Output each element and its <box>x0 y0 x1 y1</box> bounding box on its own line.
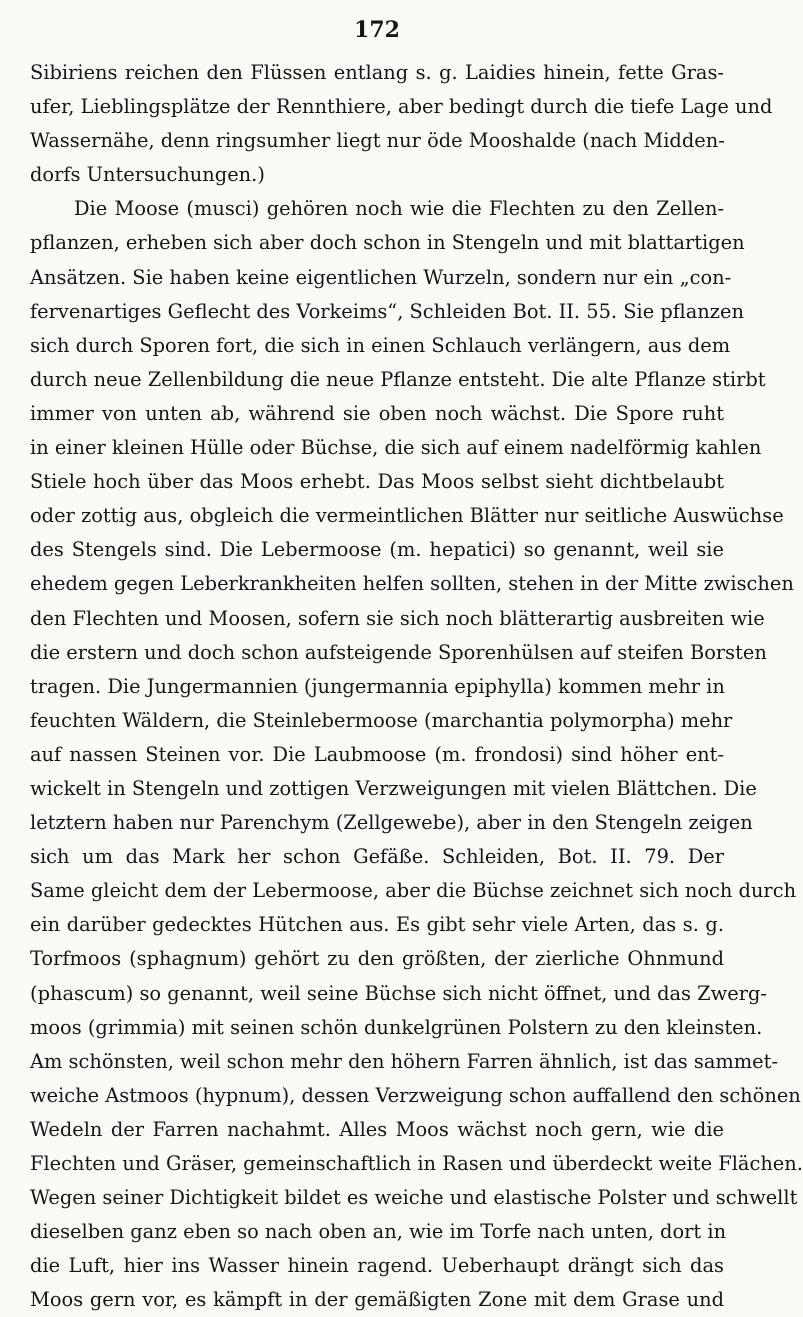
text-line: Moos gern vor, es kämpft in der gemäßigten Zone mit dem Grase und <box>30 1288 724 1312</box>
text-line: des Stengels sind. Die Lebermoose (m. hepatici) so genannt, weil sie <box>30 538 724 562</box>
text-line: oder zottig aus, obgleich die vermeintlichen Blätter nur seitliche Auswüchse <box>30 504 784 528</box>
text-line: ufer, Lieblingsplätze der Rennthiere, aber bedingt durch die tiefe Lage und <box>30 95 773 119</box>
text-line: ehedem gegen Leberkrankheiten helfen sollten, stehen in der Mitte zwischen <box>30 572 794 596</box>
text-line: auf nassen Steinen vor. Die Laubmoose (m. frondosi) sind höher ent- <box>30 742 724 766</box>
text-line: letztern haben nur Parenchym (Zellgewebe), aber in den Stengeln zeigen <box>30 811 753 835</box>
text-line: die erstern und doch schon aufsteigende Sporenhülsen auf steifen Borsten <box>30 640 767 664</box>
text-line: pflanzen, erheben sich aber doch schon in Stengeln und mit blattartigen <box>30 231 745 255</box>
text-line: dorfs Untersuchungen.) <box>30 163 265 187</box>
text-line: in einer kleinen Hülle oder Büchse, die sich auf einem nadelförmig kahlen <box>30 436 762 460</box>
text-line: Ansätzen. Sie haben keine eigentlichen Wurzeln, sondern nur ein „con- <box>30 265 732 289</box>
text-line: Wegen seiner Dichtigkeit bildet es weiche und elastische Polster und schwellt <box>30 1186 798 1210</box>
text-line: weiche Astmoos (hypnum), dessen Verzweigung schon auffallend den schönen <box>30 1083 801 1107</box>
text-line: sich durch Sporen fort, die sich in einen Schlauch verlängern, aus dem <box>30 333 731 357</box>
text-line: Flechten und Gräser, gemeinschaftlich in Rasen und überdeckt weite Flächen. <box>30 1152 803 1175</box>
text-line: ein darüber gedecktes Hütchen aus. Es gibt sehr viele Arten, das s. g. <box>30 913 724 937</box>
text-line: feuchten Wäldern, die Steinlebermoose (marchantia polymorpha) mehr <box>30 708 733 732</box>
text-line: die Luft, hier ins Wasser hinein ragend. Ueberhaupt drängt sich das <box>30 1254 724 1278</box>
text-line: dieselben ganz eben so nach oben an, wie im Torfe nach unten, dort in <box>30 1220 727 1244</box>
text-line: fervenartiges Geflecht des Vorkeims“, Schleiden Bot. II. 55. Sie pflanzen <box>30 299 744 323</box>
text-line: moos (grimmia) mit seinen schön dunkelgrünen Polstern zu den kleinsten. <box>30 1015 763 1039</box>
body-text <box>30 56 803 1317</box>
text-line: Wedeln der Farren nachahmt. Alles Moos wächst noch gern, wie die <box>30 1117 724 1141</box>
text-line: (phascum) so genannt, weil seine Büchse sich nicht öffnet, und das Zwerg- <box>30 981 767 1005</box>
text-line: immer von unten ab, während sie oben noch wächst. Die Spore ruht <box>30 401 724 425</box>
text-line: durch neue Zellenbildung die neue Pflanze entsteht. Die alte Pflanze stirbt <box>30 367 766 391</box>
text-line: Same gleicht dem der Lebermoose, aber die Büchse zeichnet sich noch durch <box>30 879 797 903</box>
text-line: wickelt in Stengeln und zottigen Verzweigungen mit vielen Blättchen. Die <box>30 776 757 800</box>
text-line: den Flechten und Moosen, sofern sie sich noch blätterartig ausbreiten wie <box>30 606 765 630</box>
text-line: Stiele hoch über das Moos erhebt. Das Moos selbst sieht dichtbelaubt <box>30 470 724 494</box>
text-line: Am schönsten, weil schon mehr den höhern Farren ähnlich, ist das sammet- <box>30 1049 778 1073</box>
text-line: Sibiriens reichen den Flüssen entlang s. g. Laidies hinein, fette Gras- <box>30 61 724 84</box>
text-line: Torfmoos (sphagnum) gehört zu den größten, der zierliche Ohnmund <box>30 947 724 971</box>
text-line: tragen. Die Jungermannien (jungermannia epiphylla) kommen mehr in <box>30 674 725 698</box>
text-line: Wassernähe, denn ringsumher liegt nur öde Mooshalde (nach Midden- <box>30 129 725 153</box>
text-line: sich um das Mark her schon Gefäße. Schleiden, Bot. II. 79. Der <box>30 845 724 869</box>
page-number: 172 <box>354 17 400 43</box>
text-line: Die Moose (musci) gehören noch wie die Flechten zu den Zellen- <box>74 197 724 221</box>
